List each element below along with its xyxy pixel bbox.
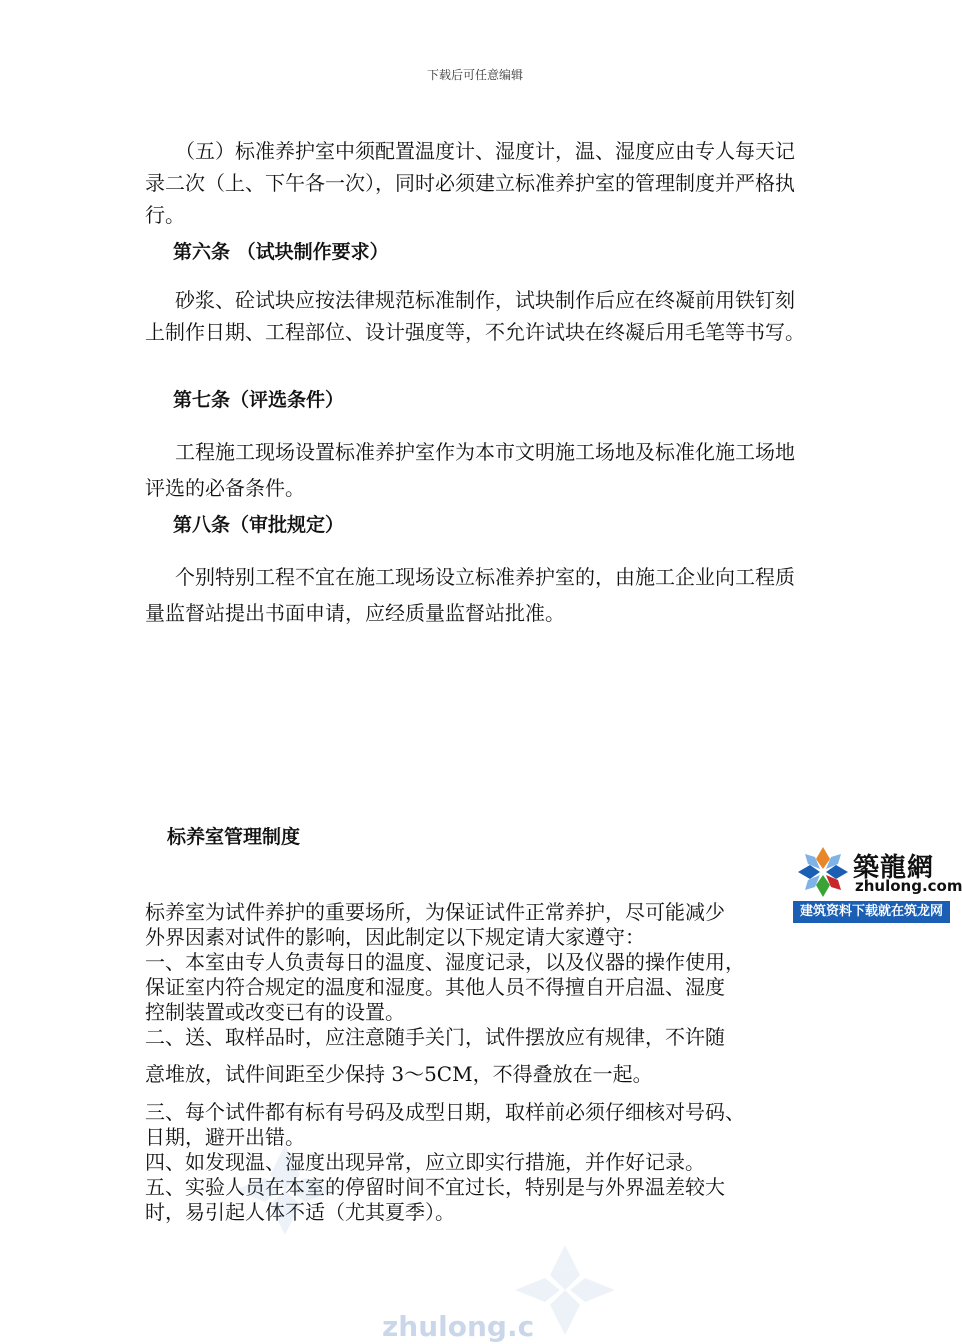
- logo-domain: zhulong.com: [855, 877, 962, 895]
- header-note: 下载后可任意编辑: [426, 68, 523, 82]
- article-8-body: [145, 559, 810, 631]
- logo-slogan: 建筑资料下载就在筑龙网: [793, 901, 950, 923]
- article-7-body: [145, 434, 810, 506]
- article-6-text: 砂浆、砼试块应按法律规范标准制作，试块制作后应在终凝前用铁钉刻上制作日期、工程部位、设计强度等，不允许试块在终凝后用毛笔等书写。: [145, 288, 805, 344]
- article-8-text: 个别特别工程不宜在施工现场设立标准养护室的，由施工企业向工程质量监督站提出书面申请，应经质量监督站批准。: [145, 565, 795, 625]
- rule-line: 四、如发现温、湿度出现异常，应立即实行措施，并作好记录。: [145, 1150, 705, 1174]
- rule-line: 日期，避开出错。: [145, 1125, 305, 1149]
- article-7-text: 工程施工现场设置标准养护室作为本市文明施工场地及标准化施工场地评选的必备条件。: [145, 440, 795, 500]
- rule-line: 标养室为试件养护的重要场所，为保证试件正常养护，尽可能减少: [145, 900, 725, 924]
- article-6-heading: 第六条 （试块制作要求）: [173, 241, 389, 263]
- section-2-title: 标养室管理制度: [167, 826, 301, 848]
- snowflake-logo-icon: [796, 845, 850, 899]
- zhulong-logo: [793, 843, 962, 923]
- paragraph-5: [145, 135, 810, 231]
- rule-line: 一、本室由专人负责每日的温度、湿度记录，以及仪器的操作使用，: [145, 950, 745, 974]
- rule-line: 外界因素对试件的影响，因此制定以下规定请大家遵守：: [145, 925, 645, 949]
- article-7-heading: 第七条（评选条件）: [173, 389, 345, 411]
- rule-line: 控制装置或改变已有的设置。: [145, 1000, 405, 1024]
- rule-line: 二、送、取样品时，应注意随手关门，试件摆放应有规律，不许随: [145, 1025, 725, 1049]
- rule-line: 意堆放，试件间距至少保持 3～5CM，不得叠放在一起。: [145, 1062, 653, 1086]
- rule-line: 五、实验人员在本室的停留时间不宜过长，特别是与外界温差较大: [145, 1175, 725, 1199]
- article-6-body: [145, 284, 810, 348]
- rule-line: 三、每个试件都有标有号码及成型日期，取样前必须仔细核对号码、: [145, 1100, 745, 1124]
- paragraph-5-text: （五）标准养护室中须配置温度计、湿度计，温、湿度应由专人每天记录二次（上、下午各一次），同时必须建立标准养护室的管理制度并严格执行。: [145, 139, 795, 227]
- logo-chinese-name: 築龍網: [853, 853, 935, 883]
- faint-watermark-text: zhulong.c: [382, 1310, 535, 1343]
- rule-line: 时，易引起人体不适（尤其夏季）。: [145, 1200, 455, 1224]
- faint-snowflake-icon: [225, 1140, 345, 1240]
- article-8-heading: 第八条（审批规定）: [173, 514, 345, 536]
- rule-line: 保证室内符合规定的温度和湿度。其他人员不得擅自开启温、湿度: [145, 975, 725, 999]
